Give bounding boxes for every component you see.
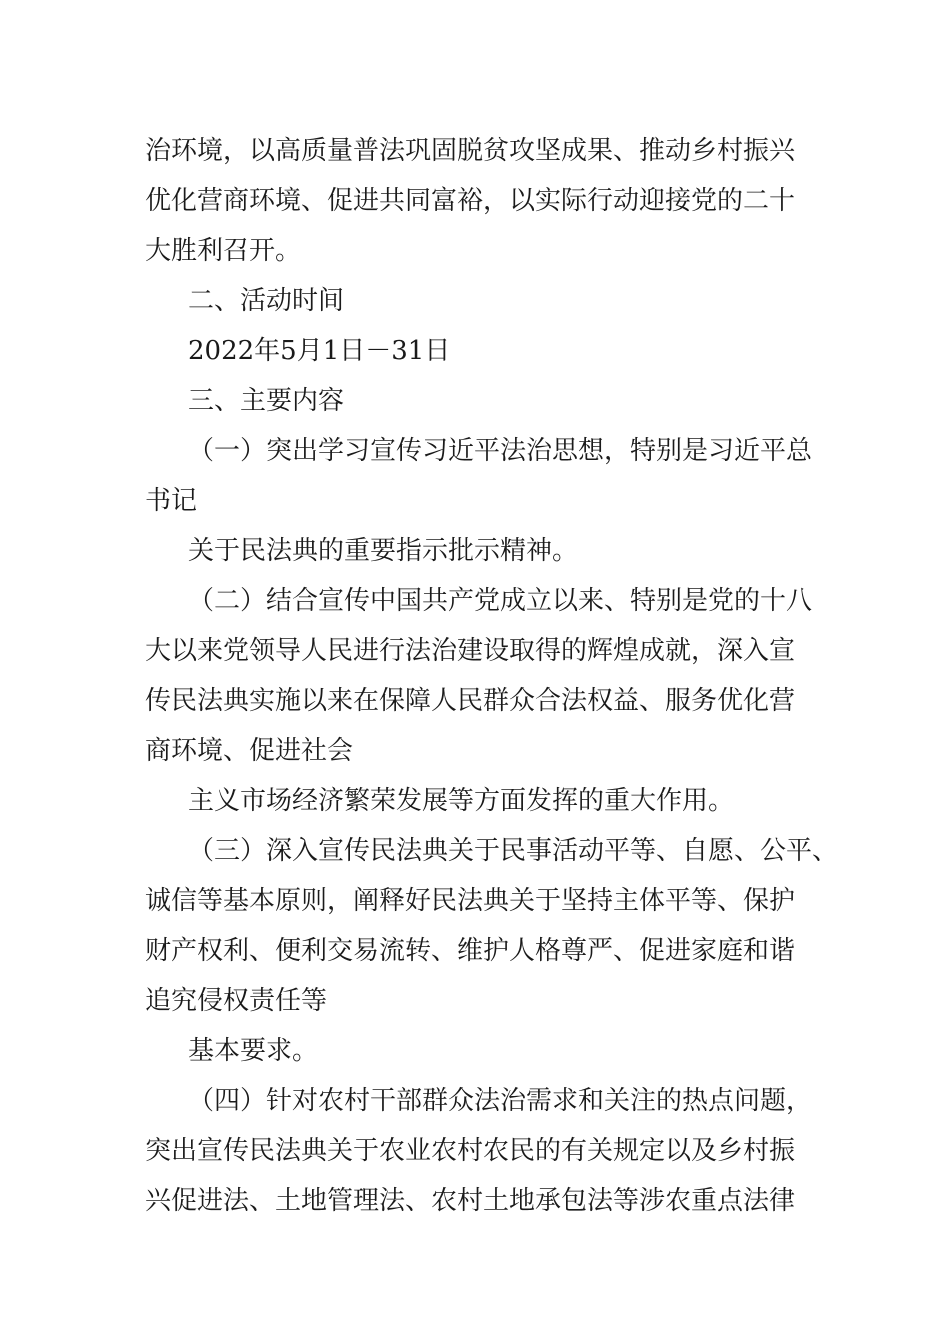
paragraph-line: 大以来党领导人民进行法治建设取得的辉煌成就，深入宣 bbox=[145, 636, 796, 666]
paragraph-line: 追究侵权责任等 bbox=[145, 986, 328, 1016]
date-range: 2022年5月1日－31日 bbox=[188, 336, 451, 366]
paragraph-line: 关于民法典的重要指示批示精神。 bbox=[188, 536, 579, 566]
section-heading: 三、主要内容 bbox=[188, 386, 345, 416]
paragraph-line: 商环境、促进社会 bbox=[145, 736, 354, 766]
paragraph-line: （四）针对农村干部群众法治需求和关注的热点问题， bbox=[188, 1086, 813, 1116]
paragraph-line: （二）结合宣传中国共产党成立以来、特别是党的十八 bbox=[188, 586, 813, 616]
paragraph-line: 治环境，以高质量普法巩固脱贫攻坚成果、推动乡村振兴 bbox=[145, 136, 796, 166]
paragraph-line: 兴促进法、土地管理法、农村土地承包法等涉农重点法律 bbox=[145, 1186, 796, 1216]
paragraph-line: 诚信等基本原则，阐释好民法典关于坚持主体平等、保护 bbox=[145, 886, 796, 916]
paragraph-line: （一）突出学习宣传习近平法治思想，特别是习近平总 bbox=[188, 436, 813, 466]
paragraph-line: 突出宣传民法典关于农业农村农民的有关规定以及乡村振 bbox=[145, 1136, 796, 1166]
paragraph-line: 财产权利、便利交易流转、维护人格尊严、促进家庭和谐 bbox=[145, 936, 796, 966]
paragraph-line: 优化营商环境、促进共同富裕，以实际行动迎接党的二十 bbox=[145, 186, 796, 216]
paragraph-line: 传民法典实施以来在保障人民群众合法权益、服务优化营 bbox=[145, 686, 796, 716]
paragraph-line: 大胜利召开。 bbox=[145, 236, 302, 266]
paragraph-line: 书记 bbox=[145, 486, 198, 516]
paragraph-line: 主义市场经济繁荣发展等方面发挥的重大作用。 bbox=[188, 786, 735, 816]
section-heading: 二、活动时间 bbox=[188, 286, 345, 316]
paragraph-line: （三）深入宣传民法典关于民事活动平等、自愿、公平、 bbox=[188, 836, 839, 866]
paragraph-line: 基本要求。 bbox=[188, 1036, 319, 1066]
